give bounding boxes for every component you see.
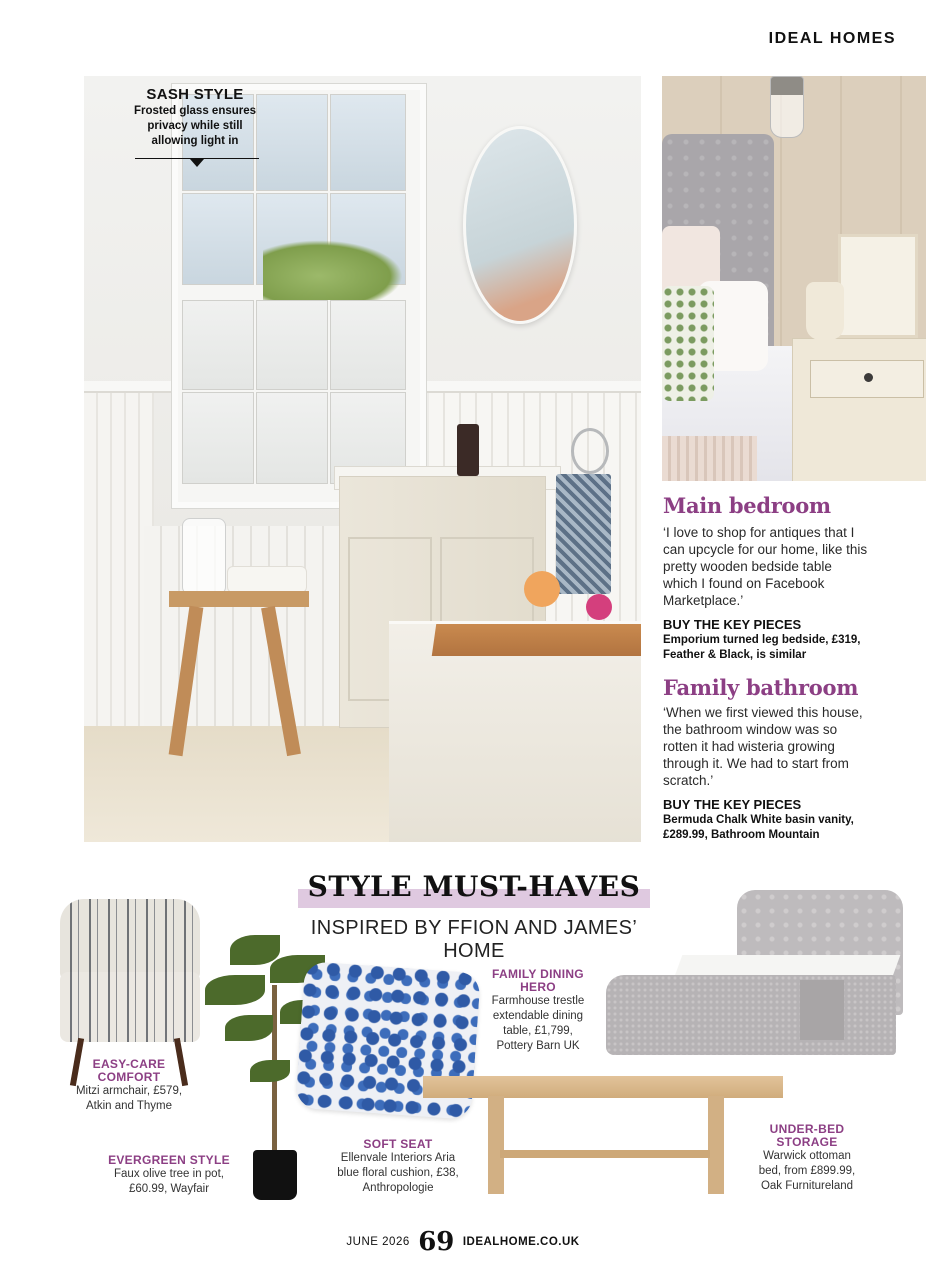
page-number: 69 — [418, 1227, 455, 1257]
botanical-print — [838, 234, 918, 338]
bedroom-photo — [662, 76, 926, 481]
wooden-stool — [169, 591, 309, 607]
olive-leaves — [230, 935, 280, 965]
bed-throw — [800, 980, 844, 1040]
product-caption-olive-tree — [100, 1154, 238, 1197]
product-heading: EVERGREEN STYLE — [108, 1153, 230, 1167]
family-bathroom-key-pieces-title: BUY THE KEY PIECES — [663, 797, 802, 812]
product-caption-dining-table — [484, 968, 592, 1054]
website-link[interactable]: IDEALHOME.CO.UK — [462, 1236, 580, 1248]
armchair-image — [60, 899, 200, 979]
product-heading: UNDER-BED STORAGE — [769, 1122, 845, 1149]
dining-table-image — [423, 1076, 783, 1098]
product-text: Warwick ottoman bed, from £899.99, Oak Furnitureland — [758, 1150, 856, 1192]
table-brace — [500, 1150, 710, 1158]
product-text: Ellenvale Interiors Aria blue floral cushion, £38, Anthropologie — [337, 1152, 459, 1194]
product-heading: EASY-CARE COMFORT — [92, 1057, 166, 1084]
family-bathroom-key-pieces-text: Bermuda Chalk White basin vanity, £289.99, Bathroom Mountain — [663, 814, 854, 841]
product-caption-armchair — [74, 1058, 184, 1114]
style-must-haves-title: STYLE MUST-HAVES — [307, 870, 641, 903]
annotation-pointer-icon — [190, 159, 204, 167]
olive-leaves — [225, 1015, 273, 1041]
armchair-seat — [60, 972, 200, 1042]
olive-leaves — [250, 1060, 290, 1082]
olive-leaves — [205, 975, 265, 1005]
product-heading: FAMILY DINING HERO — [492, 967, 584, 994]
sash-style-annotation — [130, 86, 260, 149]
main-bedroom-title: Main bedroom — [663, 493, 831, 518]
oval-mirror — [463, 126, 577, 324]
page-footer — [0, 1227, 926, 1257]
table-leg — [708, 1096, 724, 1194]
product-text: Faux olive tree in pot, £60.99, Wayfair — [114, 1168, 224, 1195]
main-bedroom-key-pieces-text: Emporium turned leg bedside, £319, Feather & Black, is similar — [663, 634, 861, 661]
product-text: Farmhouse trestle extendable dining table, £1,799, Pottery Barn UK — [491, 995, 585, 1052]
bathroom-photo — [84, 76, 641, 842]
bed-base — [606, 975, 896, 1055]
product-caption-ottoman-bed — [752, 1123, 862, 1194]
product-heading: SOFT SEAT — [363, 1137, 433, 1151]
style-must-haves-subtitle: INSPIRED BY FFION AND JAMES’ HOME — [310, 917, 638, 962]
issue-date: JUNE 2026 — [346, 1236, 410, 1248]
magazine-brand: IDEAL HOMES — [768, 30, 896, 47]
product-text: Mitzi armchair, £579, Atkin and Thyme — [75, 1085, 183, 1112]
main-bedroom-quote: ‘I love to shop for antiques that I can upcycle for our home, like this pretty wooden bedside table which I found on Facebook Marketplace.’ — [663, 525, 868, 608]
family-bathroom-title: Family bathroom — [663, 675, 859, 700]
table-leg — [488, 1096, 504, 1194]
family-bathroom-quote: ‘When we first viewed this house, the bathroom window was so rotten it had wisteria growing through it. We had to start from scratch.’ — [663, 705, 863, 788]
wall-lamp — [770, 76, 804, 138]
annotation-text: Frosted glass ensures privacy while still allowing light in — [133, 105, 257, 147]
main-bedroom-key-pieces-title: BUY THE KEY PIECES — [663, 617, 802, 632]
olive-tree-pot — [253, 1150, 297, 1200]
annotation-title: SASH STYLE — [146, 86, 244, 103]
product-caption-cushion — [334, 1138, 462, 1196]
